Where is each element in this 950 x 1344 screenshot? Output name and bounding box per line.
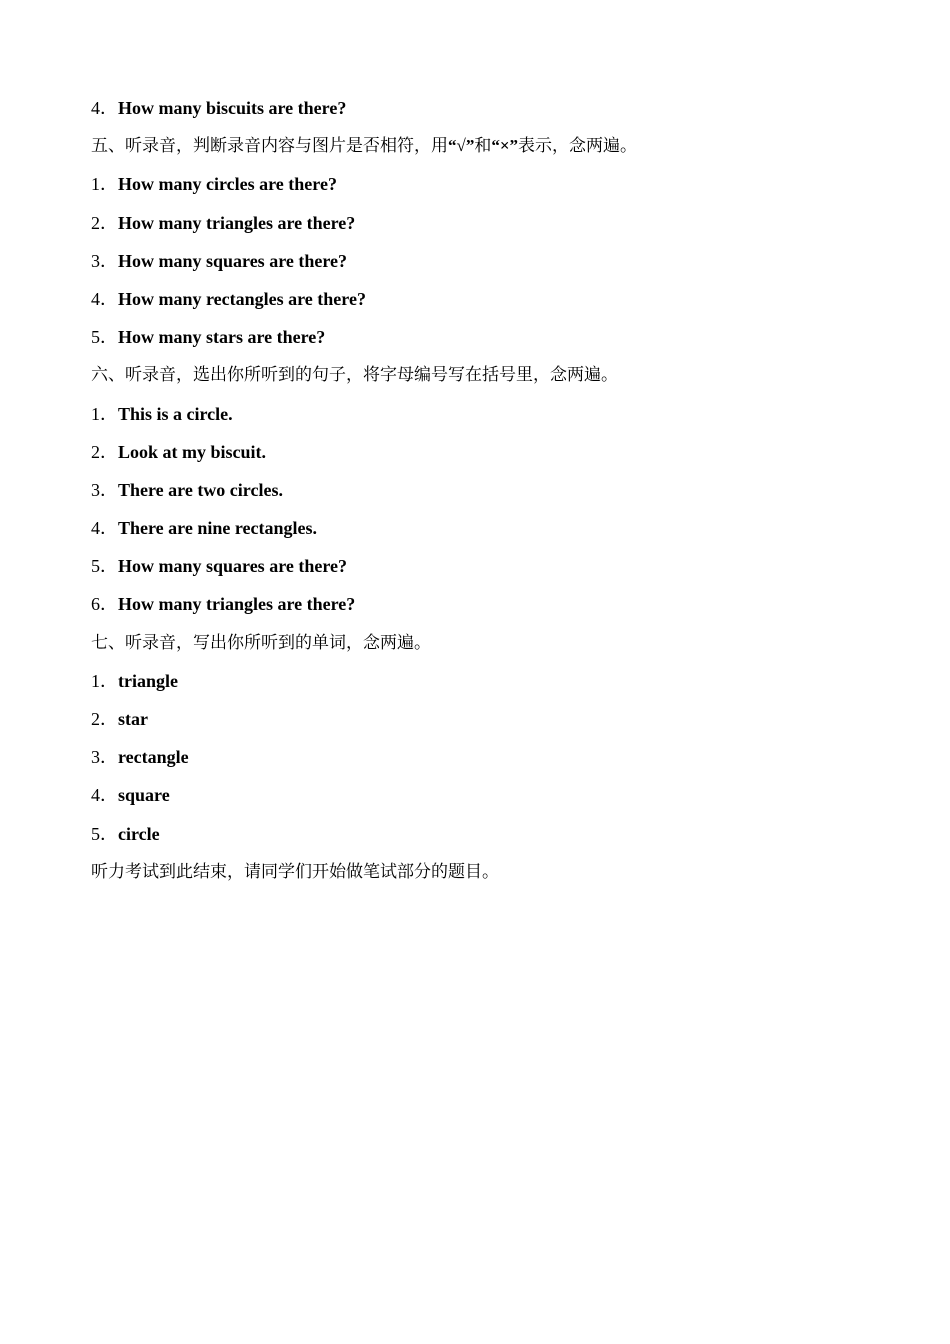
- item-text: How many triangles are there?: [118, 212, 356, 233]
- section-heading: [91, 133, 871, 171]
- question-item: [91, 515, 871, 553]
- heading-text: “√”: [448, 136, 475, 156]
- item-text: How many stars are there?: [118, 327, 326, 348]
- question-item: [91, 591, 871, 629]
- item-number: 4: [91, 518, 100, 539]
- question-item: [91, 477, 871, 515]
- question-item: [91, 286, 871, 324]
- item-text: How many biscuits are there?: [118, 98, 347, 118]
- item-number: 2: [91, 709, 100, 729]
- item-separator: ．: [100, 518, 118, 539]
- item-text: star: [118, 709, 148, 729]
- item-separator: ．: [100, 709, 118, 729]
- heading-text: 和: [474, 136, 492, 157]
- section-heading: [91, 859, 871, 897]
- item-text: This is a circle.: [118, 403, 233, 424]
- document-page: [91, 95, 871, 897]
- question-item: [91, 706, 871, 744]
- item-separator: ．: [100, 327, 118, 348]
- question-item: [91, 95, 871, 133]
- item-separator: ．: [100, 403, 118, 424]
- item-separator: ．: [100, 441, 118, 462]
- heading-text: 表示，念两遍。: [518, 136, 638, 157]
- heading-text: “×”: [491, 136, 519, 156]
- item-number: 4: [91, 785, 100, 806]
- item-number: 6: [91, 594, 100, 615]
- item-text: How many rectangles are there?: [118, 288, 366, 309]
- question-item: [91, 210, 871, 248]
- item-separator: ．: [100, 288, 118, 309]
- item-number: 5: [91, 823, 100, 844]
- question-item: [91, 744, 871, 782]
- item-text: rectangle: [118, 747, 189, 768]
- item-separator: ．: [100, 670, 118, 691]
- item-text: There are two circles.: [118, 479, 283, 500]
- item-separator: ．: [100, 747, 118, 768]
- item-number: 1: [91, 403, 100, 424]
- question-item: [91, 553, 871, 591]
- item-number: 1: [91, 174, 100, 195]
- item-separator: ．: [100, 479, 118, 500]
- item-number: 4: [91, 288, 100, 309]
- item-text: square: [118, 785, 170, 806]
- item-separator: ．: [100, 785, 118, 806]
- heading-text: 六、听录音，选出你所听到的句子，将字母编号写在括号里，念两遍。: [91, 365, 618, 386]
- item-text: triangle: [118, 670, 178, 691]
- question-item: [91, 324, 871, 362]
- item-number: 5: [91, 556, 100, 577]
- item-number: 1: [91, 670, 100, 691]
- item-number: 3: [91, 250, 100, 271]
- item-separator: ．: [100, 250, 118, 271]
- item-text: How many squares are there?: [118, 250, 347, 271]
- item-number: 2: [91, 441, 100, 462]
- section-heading: [91, 630, 871, 668]
- item-separator: ．: [100, 98, 118, 118]
- question-item: [91, 668, 871, 706]
- item-separator: ．: [100, 594, 118, 615]
- heading-text: 听力考试到此结束，请同学们开始做笔试部分的题目。: [91, 861, 499, 882]
- question-item: [91, 439, 871, 477]
- item-text: How many triangles are there?: [118, 594, 356, 615]
- item-text: circle: [118, 823, 160, 844]
- item-text: Look at my biscuit.: [118, 441, 267, 462]
- heading-text: 七、听录音，写出你所听到的单词，念两遍。: [91, 632, 431, 653]
- item-separator: ．: [100, 823, 118, 844]
- section-heading: [91, 362, 871, 400]
- question-item: [91, 782, 871, 820]
- question-item: [91, 171, 871, 209]
- item-number: 5: [91, 327, 100, 348]
- item-text: How many circles are there?: [118, 174, 337, 195]
- question-item: [91, 821, 871, 859]
- heading-text: 五、听录音，判断录音内容与图片是否相符，用: [91, 136, 448, 157]
- question-item: [91, 401, 871, 439]
- item-number: 3: [91, 747, 100, 768]
- item-number: 2: [91, 212, 100, 233]
- item-separator: ．: [100, 556, 118, 577]
- item-text: How many squares are there?: [118, 556, 347, 577]
- item-separator: ．: [100, 174, 118, 195]
- item-number: 4: [91, 98, 100, 118]
- question-item: [91, 248, 871, 286]
- item-separator: ．: [100, 212, 118, 233]
- item-text: There are nine rectangles.: [118, 518, 317, 539]
- item-number: 3: [91, 479, 100, 500]
